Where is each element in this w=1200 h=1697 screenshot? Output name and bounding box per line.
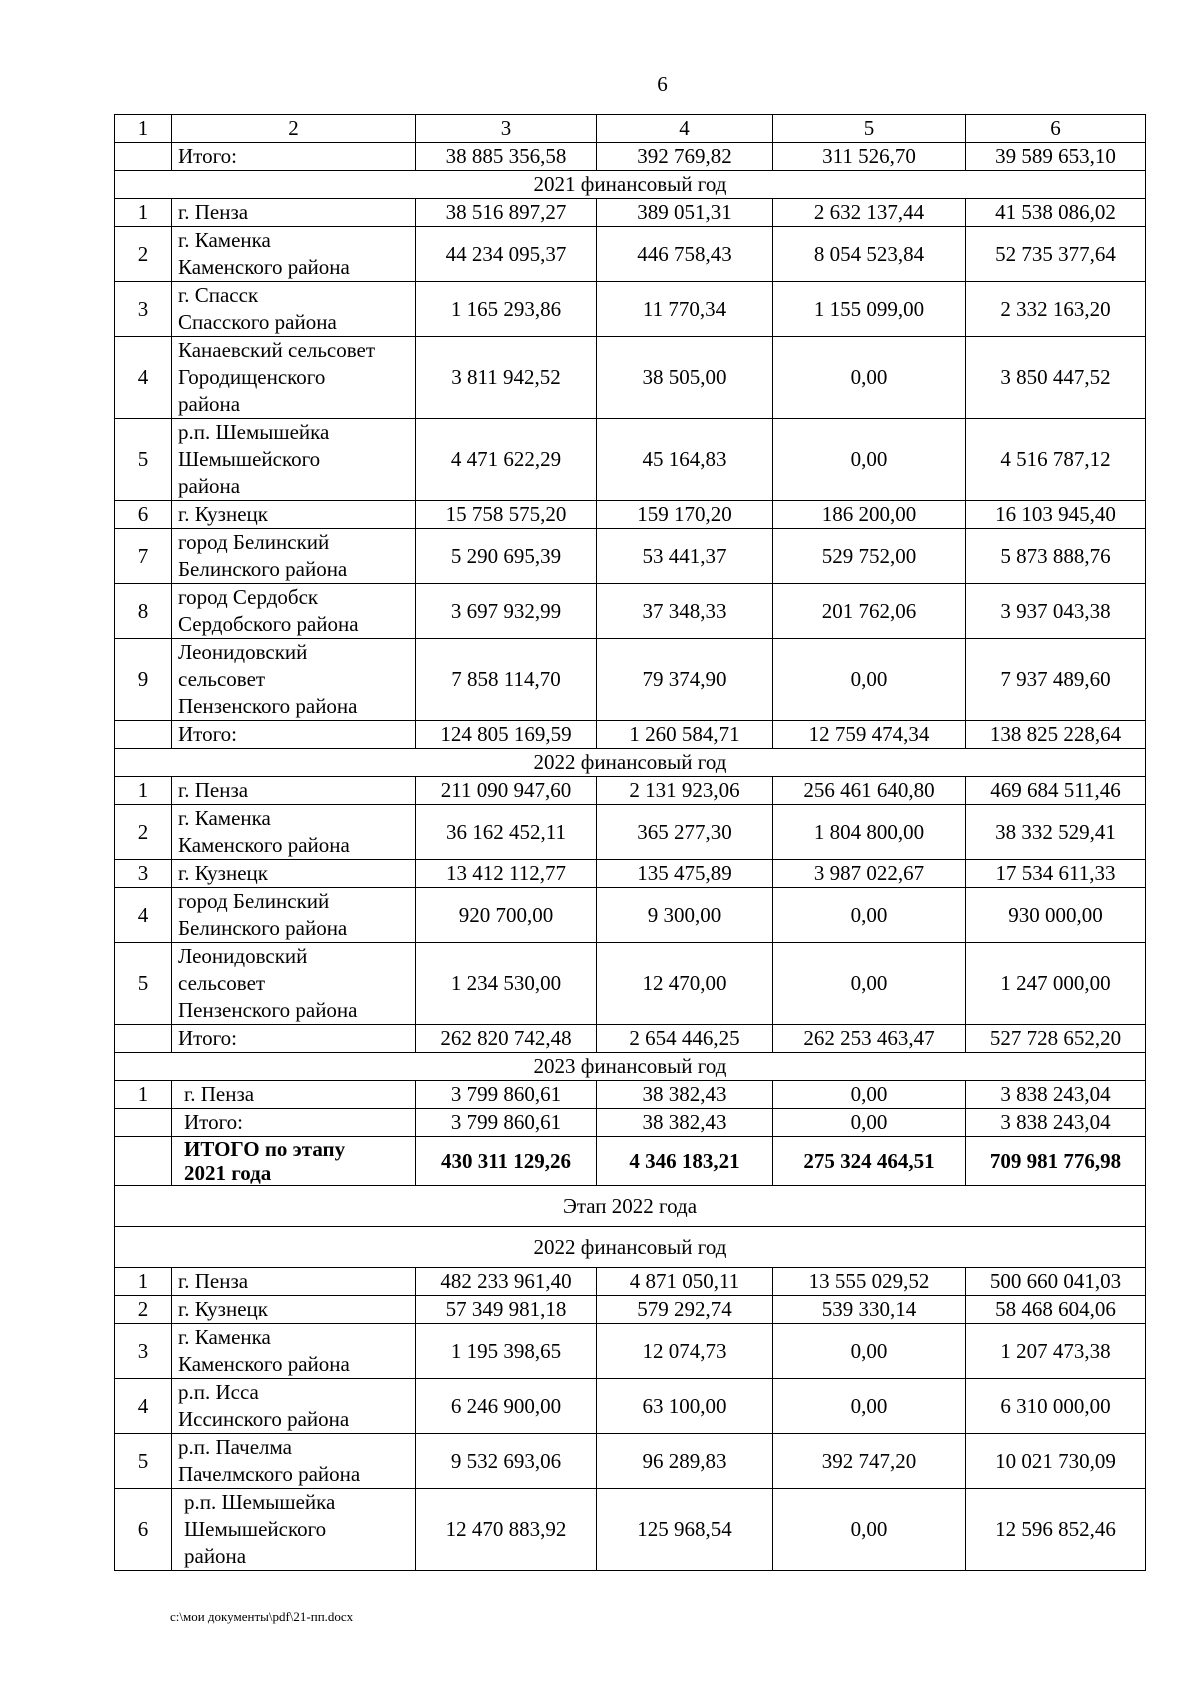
funding-table-container [114,114,1145,1571]
amount-col3: 124 805 169,59 [416,721,597,749]
municipality-name: Итого: [172,1109,416,1137]
row-number: 5 [115,419,172,501]
row-number: 1 [115,1268,172,1296]
row-number: 8 [115,584,172,639]
municipality-name: город Белинский Белинского района [172,529,416,584]
amount-col6: 527 728 652,20 [966,1025,1146,1053]
amount-col6: 10 021 730,09 [966,1434,1146,1489]
amount-col4: 446 758,43 [597,227,773,282]
amount-col6: 709 981 776,98 [966,1137,1146,1186]
row-number: 3 [115,282,172,337]
amount-col6: 3 850 447,52 [966,337,1146,419]
amount-col6: 469 684 511,46 [966,777,1146,805]
amount-col5: 0,00 [773,1081,966,1109]
amount-col3: 13 412 112,77 [416,860,597,888]
amount-col4: 53 441,37 [597,529,773,584]
municipality-name: ИТОГО по этапу 2021 года [172,1137,416,1186]
amount-col3: 9 532 693,06 [416,1434,597,1489]
total-row [115,143,1146,171]
amount-col3: 920 700,00 [416,888,597,943]
municipality-name: р.п. Шемышейка Шемышейского района [172,1489,416,1571]
amount-col5: 8 054 523,84 [773,227,966,282]
amount-col6: 500 660 041,03 [966,1268,1146,1296]
amount-col5: 0,00 [773,1379,966,1434]
file-path-footer: c:\мои документы\pdf\21-пп.docx [170,1609,354,1624]
amount-col5: 0,00 [773,1489,966,1571]
amount-col4: 389 051,31 [597,199,773,227]
amount-col4: 63 100,00 [597,1379,773,1434]
column-number: 5 [773,115,966,143]
municipality-name: г. Пенза [172,777,416,805]
amount-col6: 5 873 888,76 [966,529,1146,584]
amount-col3: 15 758 575,20 [416,501,597,529]
amount-col3: 262 820 742,48 [416,1025,597,1053]
municipality-name: Итого: [172,143,416,171]
row-number: 6 [115,1489,172,1571]
municipality-name: г. Каменка Каменского района [172,805,416,860]
row-number [115,1025,172,1053]
row-number: 9 [115,639,172,721]
amount-col5: 275 324 464,51 [773,1137,966,1186]
municipality-name: город Белинский Белинского района [172,888,416,943]
total-row [115,1025,1146,1053]
amount-col3: 5 290 695,39 [416,529,597,584]
table-row [115,1268,1146,1296]
amount-col5: 256 461 640,80 [773,777,966,805]
amount-col4: 392 769,82 [597,143,773,171]
row-number: 5 [115,1434,172,1489]
table-row [115,337,1146,419]
amount-col5: 0,00 [773,337,966,419]
amount-col3: 36 162 452,11 [416,805,597,860]
amount-col5: 12 759 474,34 [773,721,966,749]
amount-col4: 125 968,54 [597,1489,773,1571]
column-number: 3 [416,115,597,143]
amount-col4: 96 289,83 [597,1434,773,1489]
section-heading-row [115,749,1146,777]
row-number [115,1137,172,1186]
municipality-name: р.п. Пачелма Пачелмского района [172,1434,416,1489]
column-number-row [115,115,1146,143]
section-heading: Этап 2022 года [115,1186,1146,1227]
total-row [115,1109,1146,1137]
amount-col3: 12 470 883,92 [416,1489,597,1571]
row-number [115,721,172,749]
municipality-name: р.п. Исса Иссинского района [172,1379,416,1434]
table-row [115,805,1146,860]
amount-col3: 3 697 932,99 [416,584,597,639]
amount-col5: 311 526,70 [773,143,966,171]
table-row [115,227,1146,282]
amount-col3: 7 858 114,70 [416,639,597,721]
amount-col4: 12 470,00 [597,943,773,1025]
amount-col5: 186 200,00 [773,501,966,529]
row-number: 5 [115,943,172,1025]
section-heading: 2021 финансовый год [115,171,1146,199]
column-number: 6 [966,115,1146,143]
row-number: 4 [115,1379,172,1434]
amount-col6: 52 735 377,64 [966,227,1146,282]
amount-col6: 7 937 489,60 [966,639,1146,721]
amount-col4: 9 300,00 [597,888,773,943]
column-number: 1 [115,115,172,143]
section-heading-row [115,1053,1146,1081]
municipality-name: г. Кузнецк [172,1296,416,1324]
amount-col6: 1 247 000,00 [966,943,1146,1025]
amount-col5: 0,00 [773,419,966,501]
amount-col4: 79 374,90 [597,639,773,721]
amount-col3: 1 165 293,86 [416,282,597,337]
table-row [115,1296,1146,1324]
municipality-name: г. Пенза [172,1081,416,1109]
section-heading: 2022 финансовый год [115,1227,1146,1268]
amount-col4: 135 475,89 [597,860,773,888]
municipality-name: г. Спасск Спасского района [172,282,416,337]
row-number: 3 [115,1324,172,1379]
amount-col4: 11 770,34 [597,282,773,337]
section-heading-row [115,1227,1146,1268]
table-row [115,282,1146,337]
municipality-name: Итого: [172,721,416,749]
amount-col4: 1 260 584,71 [597,721,773,749]
row-number [115,1109,172,1137]
table-row [115,888,1146,943]
amount-col4: 2 654 446,25 [597,1025,773,1053]
column-number: 2 [172,115,416,143]
amount-col5: 2 632 137,44 [773,199,966,227]
municipality-name: Леонидовский сельсовет Пензенского района [172,639,416,721]
table-row [115,943,1146,1025]
amount-col5: 539 330,14 [773,1296,966,1324]
amount-col3: 3 799 860,61 [416,1109,597,1137]
amount-col5: 3 987 022,67 [773,860,966,888]
amount-col5: 13 555 029,52 [773,1268,966,1296]
municipality-name: город Сердобск Сердобского района [172,584,416,639]
amount-col6: 3 838 243,04 [966,1109,1146,1137]
amount-col3: 57 349 981,18 [416,1296,597,1324]
amount-col6: 2 332 163,20 [966,282,1146,337]
municipality-name: Леонидовский сельсовет Пензенского района [172,943,416,1025]
amount-col6: 39 589 653,10 [966,143,1146,171]
row-number: 4 [115,888,172,943]
amount-col3: 1 234 530,00 [416,943,597,1025]
amount-col4: 38 382,43 [597,1081,773,1109]
table-row [115,501,1146,529]
municipality-name: г. Каменка Каменского района [172,1324,416,1379]
amount-col4: 365 277,30 [597,805,773,860]
amount-col5: 0,00 [773,1109,966,1137]
amount-col4: 12 074,73 [597,1324,773,1379]
amount-col3: 3 799 860,61 [416,1081,597,1109]
amount-col4: 4 346 183,21 [597,1137,773,1186]
row-number: 2 [115,1296,172,1324]
amount-col6: 58 468 604,06 [966,1296,1146,1324]
funding-table [114,114,1146,1571]
amount-col5: 392 747,20 [773,1434,966,1489]
section-heading: 2023 финансовый год [115,1053,1146,1081]
amount-col3: 38 516 897,27 [416,199,597,227]
row-number: 4 [115,337,172,419]
amount-col4: 159 170,20 [597,501,773,529]
municipality-name: Канаевский сельсовет Городищенского района [172,337,416,419]
total-row [115,721,1146,749]
amount-col3: 1 195 398,65 [416,1324,597,1379]
amount-col6: 12 596 852,46 [966,1489,1146,1571]
row-number [115,143,172,171]
amount-col5: 0,00 [773,639,966,721]
amount-col5: 0,00 [773,1324,966,1379]
amount-col6: 3 838 243,04 [966,1081,1146,1109]
municipality-name: р.п. Шемышейка Шемышейского района [172,419,416,501]
row-number: 1 [115,1081,172,1109]
amount-col6: 3 937 043,38 [966,584,1146,639]
amount-col5: 529 752,00 [773,529,966,584]
row-number: 7 [115,529,172,584]
amount-col6: 16 103 945,40 [966,501,1146,529]
municipality-name: г. Каменка Каменского района [172,227,416,282]
row-number: 1 [115,199,172,227]
amount-col3: 430 311 129,26 [416,1137,597,1186]
table-row [115,529,1146,584]
section-heading-row [115,1186,1146,1227]
amount-col4: 4 871 050,11 [597,1268,773,1296]
amount-col3: 6 246 900,00 [416,1379,597,1434]
municipality-name: г. Пенза [172,199,416,227]
amount-col3: 38 885 356,58 [416,143,597,171]
amount-col3: 211 090 947,60 [416,777,597,805]
amount-col6: 6 310 000,00 [966,1379,1146,1434]
amount-col6: 138 825 228,64 [966,721,1146,749]
amount-col6: 4 516 787,12 [966,419,1146,501]
row-number: 2 [115,805,172,860]
amount-col4: 38 505,00 [597,337,773,419]
amount-col3: 482 233 961,40 [416,1268,597,1296]
amount-col5: 262 253 463,47 [773,1025,966,1053]
row-number: 6 [115,501,172,529]
total-row [115,1137,1146,1186]
section-heading-row [115,171,1146,199]
table-row [115,1489,1146,1571]
row-number: 1 [115,777,172,805]
table-row [115,1081,1146,1109]
amount-col5: 0,00 [773,888,966,943]
municipality-name: г. Пенза [172,1268,416,1296]
amount-col5: 1 155 099,00 [773,282,966,337]
row-number: 3 [115,860,172,888]
section-heading: 2022 финансовый год [115,749,1146,777]
amount-col6: 1 207 473,38 [966,1324,1146,1379]
table-row [115,639,1146,721]
column-number: 4 [597,115,773,143]
amount-col4: 45 164,83 [597,419,773,501]
amount-col6: 38 332 529,41 [966,805,1146,860]
amount-col4: 37 348,33 [597,584,773,639]
amount-col5: 1 804 800,00 [773,805,966,860]
municipality-name: г. Кузнецк [172,501,416,529]
amount-col6: 41 538 086,02 [966,199,1146,227]
amount-col4: 38 382,43 [597,1109,773,1137]
amount-col3: 3 811 942,52 [416,337,597,419]
amount-col6: 930 000,00 [966,888,1146,943]
municipality-name: Итого: [172,1025,416,1053]
table-row [115,584,1146,639]
amount-col5: 201 762,06 [773,584,966,639]
table-body [115,143,1146,1571]
table-row [115,1434,1146,1489]
table-row [115,1324,1146,1379]
page-number: 6 [657,72,668,96]
table-row [115,860,1146,888]
amount-col4: 579 292,74 [597,1296,773,1324]
amount-col5: 0,00 [773,943,966,1025]
table-row [115,419,1146,501]
amount-col3: 44 234 095,37 [416,227,597,282]
row-number: 2 [115,227,172,282]
table-row [115,777,1146,805]
municipality-name: г. Кузнецк [172,860,416,888]
amount-col4: 2 131 923,06 [597,777,773,805]
amount-col6: 17 534 611,33 [966,860,1146,888]
table-row [115,199,1146,227]
amount-col3: 4 471 622,29 [416,419,597,501]
table-row [115,1379,1146,1434]
